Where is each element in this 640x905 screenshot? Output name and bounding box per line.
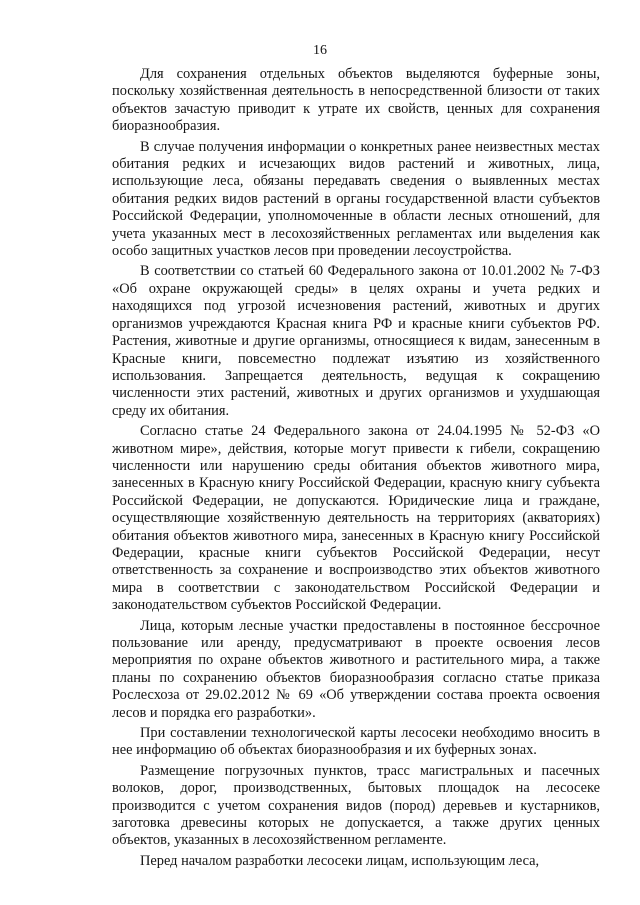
body-text: [112, 66, 600, 870]
paragraph-wildlife-law: Согласно статье 24 Федерального закона от 24.04.1995 № 52-ФЗ «О животном мире», действия, которые могут привести к гибели, сокращению численности или нарушению среды обитания объектов животного мира, занесенных в Красную книгу Российской Федерации, красную книгу субъекта Российской Федерации, не допускаются. Юридические лица и граждане, осуществляющие хозяйственную деятельность на территориях (акваториях) обитания объектов животного мира, занесенных в Красную книгу Российской Федерации, красные книги субъектов Российской Федерации, несут ответственность за сохранение и воспроизводство этих объектов животного мира в соответствии с законодательством Российской Федерации и законодательством субъектов Российской Федерации.: [112, 423, 600, 614]
paragraph-habitat-information: В случае получения информации о конкретных ранее неизвестных местах обитания редких и исчезающих видов растений и животных, лица, использующие леса, обязаны передавать сведения о выявленных местах обитания редких видов растений в органы государственной власти субъектов Российской Федерации, уполномоченные в области лесных отношений, для учета указанных мест в лесохозяйственных регламентах или выделения как особо защитных участков лесов при проведении лесоустройства.: [112, 138, 600, 260]
paragraph-forest-development-project: Лица, которым лесные участки предоставлены в постоянное бессрочное пользование или аренду, предусматривают в проекте освоения лесов мероприятия по охране объектов животного и растительного мира, а также планы по сохранению объектов биоразнообразия согласно статье приказа Рослесхоза от 29.02.2012 № 69 «Об утверждении состава проекта освоения лесов и порядка его разработки».: [112, 617, 600, 721]
paragraph-environmental-law: В соответствии со статьей 60 Федерального закона от 10.01.2002 № 7-ФЗ «Об охране окружающей среды» в целях охраны и учета редких и находящихся под угрозой исчезновения растений, животных и других организмов учреждаются Красная книга РФ и красные книги субъектов РФ. Растения, животные и другие организмы, относящиеся к видам, занесенным в Красные книги, повсеместно подлежат изъятию из хозяйственного использования. Запрещается деятельность, ведущая к сокращению численности этих растений, животных и других организмов и ухудшающая среду их обитания.: [112, 263, 600, 419]
page-number: 16: [313, 43, 327, 58]
paragraph-site-placement: Размещение погрузочных пунктов, трасс магистральных и пасечных волоков, дорог, производственных, бытовых площадок на лесосеке производится с учетом сохранения видов (пород) деревьев и кустарников, заготовка древесины которых не допускается, а также других ценных объектов, указанных в лесохозяйственном регламенте.: [112, 762, 600, 849]
paragraph-buffer-zones: Для сохранения отдельных объектов выделяются буферные зоны, поскольку хозяйственная деятельность в непосредственной близости от таких объектов зачастую приводит к утрате их свойств, ценных для сохранения биоразнообразия.: [112, 66, 600, 135]
paragraph-technological-map: При составлении технологической карты лесосеки необходимо вносить в нее информацию об объектах биоразнообразия и их буферных зонах.: [112, 725, 600, 759]
paragraph-before-logging: Перед началом разработки лесосеки лицам, использующим леса,: [140, 852, 540, 869]
